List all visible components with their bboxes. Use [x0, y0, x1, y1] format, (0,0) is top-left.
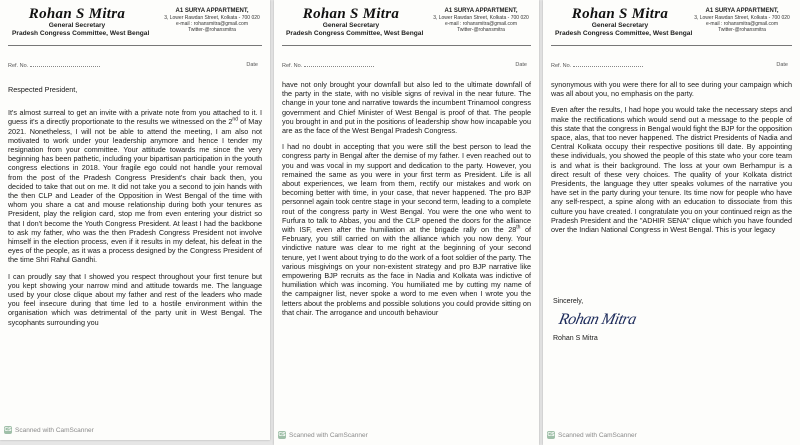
letterhead-org: Pradesh Congress Committee, West Bengal: [555, 30, 693, 37]
footer-text: Scanned with CamScanner: [289, 431, 368, 439]
paragraph-text: I had no doubt in accepting that you were still the best person to lead the congress party in Bengal after the demise of my father. I even reached out to you and was vocal in my support and dedication to the party. However, you remained the same as you were in your first term as President. Life is all about experiences, we learn from them, rectify our mistakes and work on becoming better with time, in your case, that never happened. The pro BJP personnel again took centre stage in your second term, leading to a complete rout of the congress party in West Bengal. You were the one who went to Furfura to talk to Abbas, you and the CLP opened the doors for the alliance with ISF, even after the humiliation at the brigade rally on the 28: [282, 142, 531, 235]
letter-page-2: [274, 0, 539, 445]
letter-page-1: [0, 0, 270, 440]
letterhead-rule: [8, 45, 262, 46]
ref-dots: [30, 62, 100, 67]
letterhead-rule: [282, 45, 531, 46]
scanner-footer: [278, 431, 368, 439]
letterhead-name: Rohan S Mitra: [302, 6, 400, 22]
ref-label: Ref. No.: [282, 63, 303, 69]
ordinal-suffix: th: [516, 224, 521, 231]
paragraph: I can proudly say that I showed you respect throughout your first tenure but you kept showing your narrow mind and attitude towards me. The language used by your close clique about my father and rest of the leaders who made you feel insecure during that time led to a hostile environment within the organisation which was detrimental of the party unit in West Bengal. The sycophants surrounding you: [8, 271, 262, 327]
address-line-1: A1 SURYA APPARTMENT,: [444, 8, 518, 14]
camscanner-icon: CS: [547, 432, 555, 438]
paragraph: have not only brought your downfall but also led to the ultimate downfall of the party in the state, with no visible signs of revival in the near future. The change in your tone and narrative towards the incumbent Trinamool congress government and Chief Minister of West Bengal is proof of that. The people you brought in and put in the positions of leadership show how incapable you are as the face of the West Bengal Pradesh Congress.: [282, 80, 531, 136]
scanner-footer: [547, 431, 637, 439]
letterhead-left: [286, 6, 424, 38]
date-label: Date: [246, 62, 258, 68]
paragraph-text: of May 2021. Nonetheless, I will not be able to attend the meeting, I am also not motivated to work under your leadership anymore and hence I tender my resignation from your committee. Your attitude towards me since the very beginning has been pathetic, including your bipartisan participation in the youth congress elections in 2018. Your fragile ego could not handle your removal from the post of the Pradesh Congress President's chair back then, you decided to take that out on me. It did not take you a second to join hands with the then CLP and Leader of the Opposition in West Bengal of the time with whom you share a cat and mouse relationship during both your tenures as President, play the religion card, stop me from even entering your district so that I don't become the Youth Congress President. At least I had the backbone to ask my father, who was the then Pradesh Congress President not involve himself in the election process, even if it results in my defeat, his defeat in the eyes of the people, as it was a process designed by the Congress President of the time Shri Rahul Gandhi.: [8, 117, 262, 265]
paragraph: Even after the results, I had hope you would take the necessary steps and make the rectifications which would send out a message to the people of this state that the congress in Bengal would fight the BJP for the opposition space, alas, that too never happened. The district Presidents of Nadia and Central Kolkata occupy their respective positions till date. By appointing these individuals, you showed the people of this state who your core team is and what is their background. The loss at your own Berhampur is a direct result of these very choices. The quality of your Kolkata district Presidents, the language they utter speaks volumes of the narrative you have set in the party during your tenure. Its time now for people who have any self-respect, a spine along with an education to dissociate from this culture you have created. I congratulate you on your continued reign as the Pradesh President and the "ADHIR SENA" clique which you have founded over the Indian National Congress in West Bengal. This is your legacy: [551, 105, 792, 235]
ref-date-line: [282, 62, 531, 69]
closing: Sincerely,: [553, 298, 584, 305]
letterhead-title: General Secretary: [322, 22, 380, 29]
letterhead-org: Pradesh Congress Committee, West Bengal: [12, 30, 150, 37]
camscanner-icon: CS: [278, 432, 286, 438]
handwritten-signature: Rohan Mitra: [557, 311, 638, 328]
salutation: Respected President,: [8, 85, 78, 94]
paragraph: [282, 142, 531, 317]
date-label: Date: [515, 62, 527, 68]
ref-date-line: [551, 62, 792, 69]
email-line: e-mail : rohansmitra@gmail.com: [444, 21, 518, 28]
signatory-name: Rohan S Mitra: [553, 335, 598, 342]
date-label: Date: [776, 62, 788, 68]
letterhead-org: Pradesh Congress Committee, West Bengal: [286, 30, 424, 37]
twitter-line: Twitter-@rohansmitra: [718, 27, 766, 34]
paragraph-text: of February, you still carried on with the alliance which you now deny. Your vindictive nature was clear to me right at the beginning of your second tenure, yet I went about trying to do the work of a foot soldier of the party. The various misgivings on your non-existent strategy and pro BJP narrative like empowering BJP recruits as the face in Nadia and Kolkata was indictive of humiliation which was incoming. You humiliated me by cutting my name of the campaigner list, never spoke a word to me even when I wrote you the letters about the problems and possible solutions you could provide sitting on that chair. The arrogance and uncouth behaviour: [282, 225, 532, 317]
letterhead-name: Rohan S Mitra: [571, 6, 669, 22]
letterhead-rule: [551, 45, 792, 46]
letterhead-name: Rohan S Mitra: [28, 6, 126, 22]
ordinal-suffix: nd: [232, 117, 238, 123]
letterhead-title: General Secretary: [48, 22, 106, 29]
letterhead-address: [692, 8, 792, 34]
letter-body: [551, 80, 792, 241]
address-line-1: A1 SURYA APPARTMENT,: [705, 8, 779, 14]
address-line-2: 3, Lower Rawdan Street, Kolkata - 700 020: [694, 15, 790, 21]
footer-text: Scanned with CamScanner: [15, 426, 94, 434]
email-line: e-mail : rohansmitra@gmail.com: [705, 21, 779, 28]
letter-body: [282, 80, 531, 324]
ref-date-line: [8, 62, 262, 69]
letter-body: [8, 85, 262, 334]
address-line-1: A1 SURYA APPARTMENT,: [175, 8, 249, 14]
paragraph: synonymous with you were there for all to see during your campaign which was all about you, no emphasis on the party.: [551, 80, 792, 99]
scanner-footer: [4, 426, 94, 434]
ref-dots: [573, 62, 643, 67]
twitter-line: Twitter-@rohansmitra: [188, 27, 236, 34]
email-line: e-mail : rohansmitra@gmail.com: [175, 21, 249, 28]
letterhead-left: [555, 6, 693, 38]
twitter-line: Twitter-@rohansmitra: [457, 27, 505, 34]
address-line-2: 3, Lower Rawdan Street, Kolkata - 700 020: [433, 15, 529, 21]
paragraph-text: It's almost surreal to get an invite with a private note from you attached to it. I guess it's a directly proportionate to the results we witnessed on the 2: [8, 108, 262, 127]
letter-page-3: [543, 0, 800, 445]
letterhead-address: [431, 8, 531, 34]
address-line-2: 3, Lower Rawdan Street, Kolkata - 700 020: [164, 15, 260, 21]
ref-dots: [304, 62, 374, 67]
paragraph: [8, 108, 262, 264]
letterhead-title: General Secretary: [591, 22, 649, 29]
ref-label: Ref. No.: [8, 63, 29, 69]
footer-text: Scanned with CamScanner: [558, 431, 637, 439]
ref-label: Ref. No.: [551, 63, 572, 69]
signature-block: [553, 298, 636, 342]
camscanner-icon: CS: [4, 427, 12, 433]
letterhead-address: [162, 8, 262, 34]
letterhead-left: [12, 6, 150, 38]
